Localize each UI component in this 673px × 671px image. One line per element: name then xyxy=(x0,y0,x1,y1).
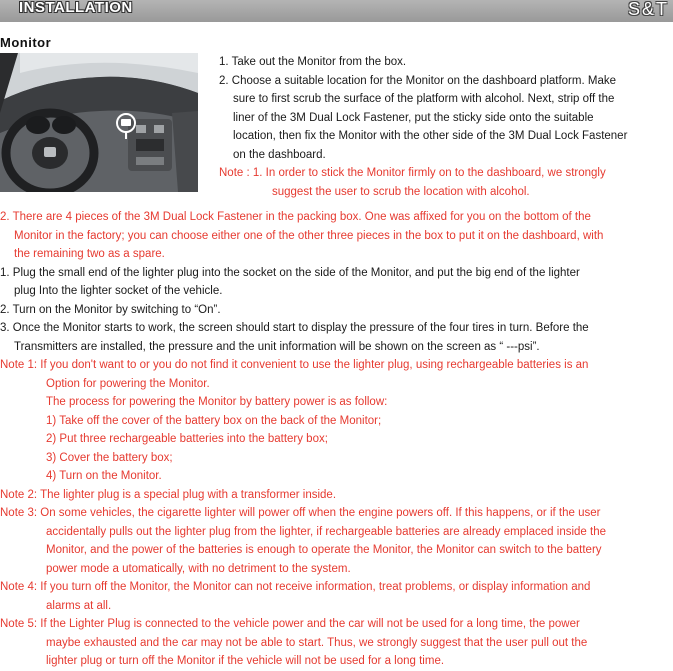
step-note-line: Note : 1. In order to stick the Monitor firmly on to the dashboard, we strongly xyxy=(219,167,606,179)
car-interior-illustration xyxy=(0,53,198,192)
note4-line: alarms at all. xyxy=(46,599,112,612)
step-line: liner of the 3M Dual Lock Fastener, put the sticky side onto the suitable xyxy=(233,111,594,124)
step-line: on the dashboard. xyxy=(233,148,326,161)
note2-line: Note 2: The lighter plug is a special plug with a transformer inside. xyxy=(0,488,337,501)
step-note-line: suggest the user to scrub the location with alcohol. xyxy=(272,185,530,198)
dashboard-photo xyxy=(0,53,198,192)
point2-line: the remaining two as a spare. xyxy=(14,248,165,260)
note5-line: lighter plug or turn off the Monitor if the vehicle will not be used for a long time. xyxy=(46,655,445,667)
section-title: Monitor xyxy=(0,35,52,50)
body-text xyxy=(0,208,673,671)
installation-steps xyxy=(219,53,673,201)
step1-line: 1. Plug the small end of the lighter plug into the socket on the side of the Monitor, and put the big end of the lighter xyxy=(0,266,580,279)
step2-line: 2. Turn on the Monitor by switching to “On”. xyxy=(0,303,221,316)
step1-line: plug Into the lighter socket of the vehicle. xyxy=(14,285,223,297)
note3-line: accidentally pulls out the lighter plug from the lighter, if rechargeable batteries are already emplaced inside the xyxy=(46,525,606,538)
note1-line: 1) Take off the cover of the battery box on the back of the Monitor; xyxy=(46,414,382,427)
note1-line: The process for powering the Monitor by battery power is as follow: xyxy=(46,396,388,408)
note1-line: 4) Turn on the Monitor. xyxy=(46,470,162,482)
brand-logo: S&T xyxy=(627,0,669,19)
note1-line: 2) Put three rechargeable batteries into the battery box; xyxy=(46,433,328,445)
step3-line: 3. Once the Monitor starts to work, the screen should start to display the pressure of the four tires in turn. Before the xyxy=(0,322,589,334)
point2-line: Monitor in the factory; you can choose either one of the other three pieces in the box to put it on the dashboard, with xyxy=(14,229,604,242)
step3-line: Transmitters are installed, the pressure and the unit information will be shown on the screen as “ ---psi”. xyxy=(14,340,540,353)
note1-line: Note 1: If you don't want to or you do not find it convenient to use the lighter plug, using rechargeable batteries is an xyxy=(0,359,589,371)
point2-line: 2. There are 4 pieces of the 3M Dual Lock Fastener in the packing box. One was affixed for you on the bottom of the xyxy=(0,211,591,223)
note4-line: Note 4: If you turn off the Monitor, the Monitor can not receive information, treat problems, or display information and xyxy=(0,581,591,593)
step-line: 2. Choose a suitable location for the Monitor on the dashboard platform. Make xyxy=(219,74,616,87)
step-line: 1. Take out the Monitor from the box. xyxy=(219,56,407,68)
page-title: INSTALLATION xyxy=(19,0,133,16)
step-line: sure to first scrub the surface of the platform with alcohol. Next, strip off the xyxy=(233,93,615,105)
header-bar xyxy=(0,0,673,22)
step-line: location, then fix the Monitor with the other side of the 3M Dual Lock Fastener xyxy=(233,130,628,142)
note5-line: maybe exhausted and the car may not be able to start. Thus, we strongly suggest that the user pull out the xyxy=(46,636,588,649)
note3-line: Note 3: On some vehicles, the cigarette lighter will power off when the engine powers off. If this happens, or if the user xyxy=(0,507,601,519)
note5-line: Note 5: If the Lighter Plug is connected to the vehicle power and the car will not be used for a long time, the power xyxy=(0,618,580,630)
note3-line: power mode a utomatically, with no detriment to the system. xyxy=(46,562,351,575)
note3-line: Monitor, and the power of the batteries is enough to operate the Monitor, the Monitor can switch to the battery xyxy=(46,544,602,556)
note1-line: 3) Cover the battery box; xyxy=(46,451,173,464)
note1-line: Option for powering the Monitor. xyxy=(46,377,210,390)
